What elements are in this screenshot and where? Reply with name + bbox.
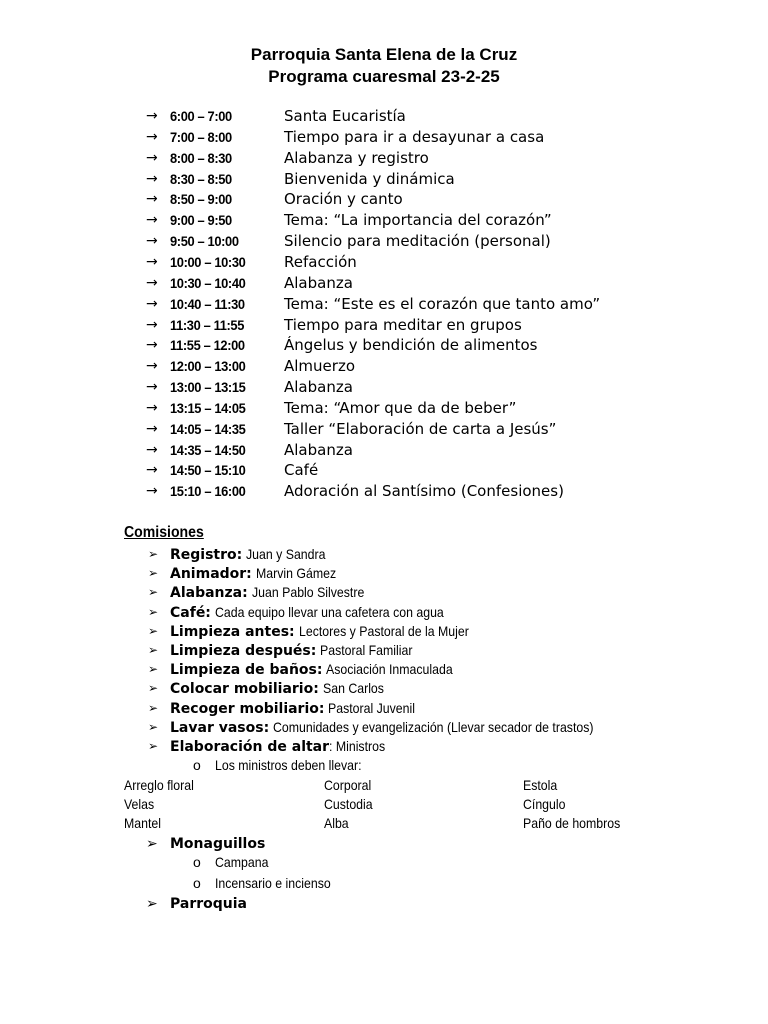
commission-label-text: Limpieza después:	[170, 643, 317, 659]
schedule-time: 11:30 – 11:55	[170, 316, 245, 333]
minister-item: Corporal	[324, 777, 372, 793]
commission-label	[170, 679, 392, 699]
ministers-note: Los ministros deben llevar:	[215, 757, 362, 773]
schedule-activity: Santa Eucaristía	[284, 107, 406, 125]
minister-item: Velas	[124, 796, 155, 812]
minister-item: Alba	[324, 815, 349, 831]
schedule-row	[0, 356, 768, 377]
arrow-right-icon: →	[146, 274, 158, 291]
schedule-row	[0, 481, 768, 502]
arrowhead-bullet-icon: ➢	[148, 547, 159, 561]
schedule-time: 13:00 – 13:15	[170, 379, 246, 396]
schedule-time: 14:05 – 14:35	[170, 420, 246, 437]
commission-row	[0, 622, 768, 641]
page-title: Parroquia Santa Elena de la Cruz	[250, 45, 518, 64]
page-subtitle: Programa cuaresmal 23-2-25	[268, 67, 500, 86]
schedule-activity: Tema: “La importancia del corazón”	[284, 211, 552, 230]
commission-row	[0, 699, 768, 718]
arrowhead-bullet-icon: ➢	[148, 681, 159, 696]
schedule-time: 13:15 – 14:05	[170, 399, 246, 416]
schedule-row	[0, 460, 768, 481]
schedule-row	[0, 377, 768, 398]
schedule-row	[0, 440, 768, 461]
schedule-activity: Alabanza	[284, 378, 353, 397]
schedule-time: 7:00 – 8:00	[170, 128, 232, 145]
arrow-right-icon: →	[146, 358, 158, 375]
arrowhead-bullet-icon: ➢	[148, 719, 159, 734]
sub-bullet-icon: o	[193, 875, 201, 891]
schedule-activity: Tema: “Amor que da de beber”	[284, 398, 517, 417]
schedule-activity: Café	[284, 461, 319, 480]
schedule-activity: Tiempo para meditar en grupos	[284, 315, 522, 334]
schedule-row	[0, 127, 768, 148]
commission-value: Juan Pablo Silvestre	[251, 584, 365, 601]
commission-row	[0, 583, 768, 602]
schedule-time: 8:30 – 8:50	[170, 170, 232, 187]
schedule-time: 8:00 – 8:30	[170, 149, 232, 166]
commission-row	[0, 545, 768, 564]
schedule-row	[0, 210, 768, 231]
minister-item: Paño de hombros	[523, 815, 621, 831]
schedule-activity: Alabanza	[284, 273, 353, 292]
schedule-activity: Ángelus y bendición de alimentos	[284, 336, 538, 355]
arrowhead-bullet-icon: ➢	[148, 643, 159, 657]
arrowhead-bullet-icon: ➢	[148, 623, 159, 638]
monaguillos-label: Monaguillos	[170, 836, 266, 852]
schedule-activity: Almuerzo	[284, 357, 355, 376]
commission-value: Juan y Sandra	[246, 546, 326, 562]
commission-label-text: Alabanza:	[170, 585, 248, 602]
arrow-right-icon: →	[146, 295, 158, 312]
commission-label	[170, 583, 379, 603]
arrow-right-icon: →	[146, 379, 158, 396]
commission-row	[0, 718, 768, 737]
schedule-activity: Alabanza y registro	[284, 148, 429, 167]
schedule-row	[0, 231, 768, 252]
schedule-row	[0, 315, 768, 336]
schedule-row	[0, 273, 768, 294]
schedule-time: 11:55 – 12:00	[170, 337, 245, 354]
commission-label-text: Registro:	[170, 547, 243, 563]
arrowhead-bullet-icon: ➢	[148, 739, 159, 753]
schedule-time: 14:50 – 15:10	[170, 462, 246, 479]
arrowhead-bullet-icon: ➢	[148, 585, 159, 600]
commission-row	[0, 564, 768, 583]
arrow-right-icon: →	[146, 212, 158, 229]
commission-label	[170, 622, 492, 642]
schedule-activity: Adoración al Santísimo (Confesiones)	[284, 482, 564, 501]
arrow-right-icon: →	[146, 128, 158, 145]
schedule-time: 8:50 – 9:00	[170, 191, 232, 208]
arrow-right-icon: →	[146, 441, 158, 458]
arrow-right-icon: →	[146, 483, 158, 500]
schedule-row	[0, 148, 768, 169]
commission-value: San Carlos	[322, 680, 384, 697]
commission-row	[0, 679, 768, 698]
arrow-right-icon: →	[146, 149, 158, 166]
schedule-time: 9:50 – 10:00	[170, 233, 239, 250]
commission-label	[170, 603, 475, 623]
commission-value: Marvin Gámez	[255, 565, 336, 582]
commission-value: Lectores y Pastoral de la Mujer	[298, 622, 469, 639]
sub-bullet-icon: o	[193, 854, 201, 870]
arrow-right-icon: →	[146, 399, 158, 416]
arrow-right-icon: →	[146, 253, 158, 270]
commission-label	[170, 564, 347, 584]
commission-label	[170, 641, 425, 661]
commission-label	[170, 718, 637, 738]
schedule-row	[0, 419, 768, 440]
schedule-row	[0, 169, 768, 190]
commission-label-text: Animador:	[170, 566, 252, 583]
schedule-row	[0, 106, 768, 127]
minister-item: Custodia	[324, 796, 373, 812]
schedule-row	[0, 252, 768, 273]
commissions-heading: Comisiones	[124, 524, 204, 541]
schedule-time: 10:00 – 10:30	[170, 253, 246, 270]
commission-value: : Ministros	[329, 738, 386, 754]
commission-label-text: Limpieza de baños:	[170, 662, 323, 679]
arrow-right-icon: →	[146, 233, 158, 250]
commission-row	[0, 737, 768, 756]
commission-label-text: Limpieza antes:	[170, 623, 295, 640]
sub-bullet-icon: o	[193, 757, 201, 773]
schedule-time: 12:00 – 13:00	[170, 358, 246, 375]
schedule-activity: Refacción	[284, 252, 357, 271]
arrow-right-icon: →	[146, 337, 158, 354]
arrow-right-icon: →	[146, 420, 158, 437]
schedule-time: 10:30 – 10:40	[170, 274, 246, 291]
schedule-activity: Oración y canto	[284, 190, 403, 209]
schedule-row	[0, 398, 768, 419]
schedule-time: 6:00 – 7:00	[170, 108, 232, 124]
arrowhead-bullet-icon: ➢	[146, 836, 158, 852]
commission-label	[170, 545, 337, 565]
commission-value: Cada equipo llevar una cafetera con agua	[214, 603, 444, 620]
commission-row	[0, 603, 768, 622]
commission-value: Pastoral Juvenil	[328, 699, 416, 716]
minister-item: Arreglo floral	[124, 777, 194, 793]
monaguillos-item: Campana	[215, 854, 269, 870]
schedule-time: 14:35 – 14:50	[170, 441, 246, 458]
arrowhead-bullet-icon: ➢	[148, 566, 159, 581]
schedule-activity: Taller “Elaboración de carta a Jesús”	[284, 419, 557, 438]
arrow-right-icon: →	[146, 316, 158, 333]
minister-item: Mantel	[124, 815, 161, 831]
commission-row	[0, 641, 768, 660]
arrowhead-bullet-icon: ➢	[148, 700, 159, 715]
arrowhead-bullet-icon: ➢	[148, 604, 159, 619]
arrowhead-bullet-icon: ➢	[146, 896, 158, 912]
schedule-row	[0, 294, 768, 315]
arrow-right-icon: →	[146, 191, 158, 208]
schedule-activity: Silencio para meditación (personal)	[284, 232, 551, 251]
commission-label-text: Elaboración de altar	[170, 739, 330, 755]
commission-label	[170, 737, 393, 757]
schedule-activity: Tiempo para ir a desayunar a casa	[284, 127, 545, 146]
commission-label	[170, 699, 427, 719]
schedule-time: 9:00 – 9:50	[170, 212, 232, 229]
schedule-activity: Bienvenida y dinámica	[284, 169, 455, 188]
arrow-right-icon: →	[146, 170, 158, 187]
monaguillos-item: Incensario e incienso	[215, 875, 331, 891]
commission-label-text: Colocar mobiliario:	[170, 681, 319, 698]
commission-label-text: Café:	[170, 604, 211, 621]
commission-label	[170, 660, 470, 680]
schedule-time: 10:40 – 11:30	[170, 295, 245, 312]
minister-item: Cíngulo	[523, 796, 566, 812]
arrow-right-icon: →	[146, 108, 158, 124]
arrow-right-icon: →	[146, 462, 158, 479]
schedule-activity: Tema: “Este es el corazón que tanto amo”	[284, 294, 601, 313]
commission-value: Pastoral Familiar	[320, 642, 413, 658]
commission-value: Asociación Inmaculada	[326, 661, 454, 678]
arrowhead-bullet-icon: ➢	[148, 662, 159, 677]
minister-item: Estola	[523, 777, 558, 793]
schedule-activity: Alabanza	[284, 440, 353, 459]
commission-value: Comunidades y evangelización (Llevar secador de trastos)	[273, 718, 594, 735]
schedule-row	[0, 335, 768, 356]
commission-label-text: Recoger mobiliario:	[170, 700, 325, 717]
commission-row	[0, 660, 768, 679]
schedule-row	[0, 189, 768, 210]
commission-label-text: Lavar vasos:	[170, 719, 270, 736]
schedule-time: 15:10 – 16:00	[170, 483, 246, 500]
parroquia-label: Parroquia	[170, 896, 247, 912]
